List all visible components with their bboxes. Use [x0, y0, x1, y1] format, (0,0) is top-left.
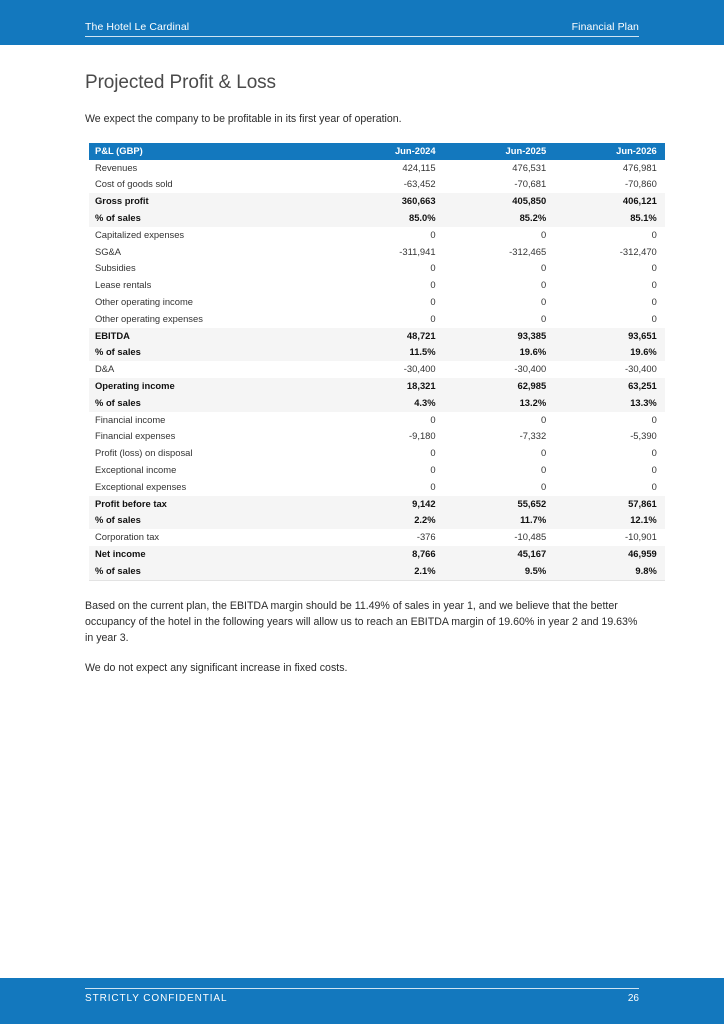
row-value: -5,390: [554, 428, 665, 445]
row-value: 0: [333, 277, 444, 294]
table-row: [89, 428, 665, 445]
table-row: [89, 344, 665, 361]
row-value: 85.1%: [554, 210, 665, 227]
row-value: 46,959: [554, 546, 665, 563]
column-header-label: P&L (GBP): [89, 143, 333, 160]
table-head: [89, 143, 665, 160]
row-label: Financial income: [89, 412, 333, 429]
footer-confidentiality-notice: STRICTLY CONFIDENTIAL: [85, 993, 228, 1004]
row-label: Exceptional income: [89, 462, 333, 479]
row-label: D&A: [89, 361, 333, 378]
row-value: 0: [444, 412, 555, 429]
row-value: 2.2%: [333, 512, 444, 529]
closing-paragraph-1: Based on the current plan, the EBITDA margin should be 11.49% of sales in year 1, and we believe that the better occupancy of the hotel in the following years will allow us to reach an EBITDA margin of 19.60% in year 2 and 19.63% in year 3.: [85, 599, 638, 645]
row-value: 476,981: [554, 160, 665, 177]
row-value: -312,470: [554, 244, 665, 261]
row-value: 0: [333, 479, 444, 496]
row-value: 0: [554, 445, 665, 462]
row-value: -311,941: [333, 244, 444, 261]
table-row: [89, 395, 665, 412]
row-label: Net income: [89, 546, 333, 563]
table-row: [89, 294, 665, 311]
row-label: % of sales: [89, 395, 333, 412]
row-value: -30,400: [554, 361, 665, 378]
row-label: SG&A: [89, 244, 333, 261]
footer-page-number: 26: [627, 993, 639, 1004]
row-value: 55,652: [444, 496, 555, 513]
table-row: [89, 210, 665, 227]
table-row: [89, 277, 665, 294]
row-label: Capitalized expenses: [89, 227, 333, 244]
row-label: % of sales: [89, 563, 333, 580]
row-value: 0: [554, 294, 665, 311]
row-value: 11.5%: [333, 344, 444, 361]
row-value: 360,663: [333, 193, 444, 210]
row-value: -63,452: [333, 176, 444, 193]
row-value: 48,721: [333, 328, 444, 345]
row-value: 93,385: [444, 328, 555, 345]
row-label: Subsidies: [89, 260, 333, 277]
row-label: Lease rentals: [89, 277, 333, 294]
table-row: [89, 361, 665, 378]
row-value: 0: [554, 412, 665, 429]
table-row: [89, 412, 665, 429]
row-value: 9.5%: [444, 563, 555, 580]
row-label: Profit before tax: [89, 496, 333, 513]
row-value: 11.7%: [444, 512, 555, 529]
table-row: [89, 462, 665, 479]
row-value: 0: [444, 260, 555, 277]
row-value: 0: [444, 479, 555, 496]
row-value: 0: [444, 462, 555, 479]
row-value: -70,681: [444, 176, 555, 193]
profit-and-loss-table: [89, 143, 665, 581]
table-row: [89, 260, 665, 277]
table-body: [89, 160, 665, 580]
row-value: 2.1%: [333, 563, 444, 580]
row-label: Operating income: [89, 378, 333, 395]
row-label: Gross profit: [89, 193, 333, 210]
row-value: -30,400: [333, 361, 444, 378]
header-company-name: The Hotel Le Cardinal: [85, 21, 190, 33]
row-value: 0: [554, 311, 665, 328]
row-value: -9,180: [333, 428, 444, 445]
table-row: [89, 176, 665, 193]
table-row: [89, 563, 665, 580]
intro-paragraph: We expect the company to be profitable in its first year of operation.: [85, 113, 402, 125]
row-value: 424,115: [333, 160, 444, 177]
table-row: [89, 496, 665, 513]
row-label: Revenues: [89, 160, 333, 177]
row-label: Exceptional expenses: [89, 479, 333, 496]
row-value: 0: [554, 227, 665, 244]
row-value: 0: [333, 260, 444, 277]
row-value: 12.1%: [554, 512, 665, 529]
page-header-rule: [85, 21, 639, 37]
row-label: Other operating income: [89, 294, 333, 311]
table-row: [89, 546, 665, 563]
column-header-jun-2025: Jun-2025: [444, 143, 555, 160]
page-footer: [0, 978, 724, 1024]
row-value: -7,332: [444, 428, 555, 445]
row-value: 45,167: [444, 546, 555, 563]
table-row: [89, 529, 665, 546]
row-label: Financial expenses: [89, 428, 333, 445]
closing-paragraph-2: We do not expect any significant increase in fixed costs.: [85, 661, 348, 674]
row-label: Corporation tax: [89, 529, 333, 546]
row-value: 4.3%: [333, 395, 444, 412]
page-title: Projected Profit & Loss: [85, 72, 276, 93]
row-label: EBITDA: [89, 328, 333, 345]
header-document-title: Financial Plan: [571, 21, 639, 33]
row-value: 19.6%: [554, 344, 665, 361]
row-value: 19.6%: [444, 344, 555, 361]
row-value: -312,465: [444, 244, 555, 261]
table-row: [89, 479, 665, 496]
table-row: [89, 244, 665, 261]
row-value: 63,251: [554, 378, 665, 395]
row-value: 0: [444, 311, 555, 328]
row-value: 9,142: [333, 496, 444, 513]
row-value: 405,850: [444, 193, 555, 210]
row-value: 93,651: [554, 328, 665, 345]
row-label: % of sales: [89, 344, 333, 361]
table-row: [89, 512, 665, 529]
row-value: 0: [554, 479, 665, 496]
page-header: [0, 0, 724, 45]
table-row: [89, 160, 665, 177]
row-label: % of sales: [89, 210, 333, 227]
column-header-jun-2024: Jun-2024: [333, 143, 444, 160]
row-value: 0: [333, 311, 444, 328]
row-value: -376: [333, 529, 444, 546]
row-value: 8,766: [333, 546, 444, 563]
row-value: 0: [333, 227, 444, 244]
row-value: 13.2%: [444, 395, 555, 412]
row-value: 0: [444, 277, 555, 294]
row-value: 0: [444, 294, 555, 311]
row-value: 18,321: [333, 378, 444, 395]
row-value: 85.0%: [333, 210, 444, 227]
page-footer-rule: [85, 988, 639, 1004]
table-row: [89, 328, 665, 345]
table-row: [89, 445, 665, 462]
row-value: 0: [333, 294, 444, 311]
row-value: 57,861: [554, 496, 665, 513]
row-value: 0: [333, 445, 444, 462]
row-value: -10,901: [554, 529, 665, 546]
row-label: Other operating expenses: [89, 311, 333, 328]
row-value: -30,400: [444, 361, 555, 378]
table-row: [89, 227, 665, 244]
row-value: -70,860: [554, 176, 665, 193]
row-value: 0: [554, 260, 665, 277]
table-header-row: [89, 143, 665, 160]
row-value: 85.2%: [444, 210, 555, 227]
closing-section: [85, 598, 639, 677]
row-value: 0: [444, 227, 555, 244]
row-label: Cost of goods sold: [89, 176, 333, 193]
row-value: 0: [444, 445, 555, 462]
row-value: 0: [554, 462, 665, 479]
row-label: % of sales: [89, 512, 333, 529]
row-value: -10,485: [444, 529, 555, 546]
column-header-jun-2026: Jun-2026: [554, 143, 665, 160]
table-row: [89, 193, 665, 210]
row-label: Profit (loss) on disposal: [89, 445, 333, 462]
page-content: [85, 72, 657, 689]
row-value: 13.3%: [554, 395, 665, 412]
row-value: 9.8%: [554, 563, 665, 580]
row-value: 0: [333, 462, 444, 479]
table-row: [89, 311, 665, 328]
row-value: 0: [554, 277, 665, 294]
row-value: 406,121: [554, 193, 665, 210]
row-value: 0: [333, 412, 444, 429]
row-value: 476,531: [444, 160, 555, 177]
table-row: [89, 378, 665, 395]
row-value: 62,985: [444, 378, 555, 395]
